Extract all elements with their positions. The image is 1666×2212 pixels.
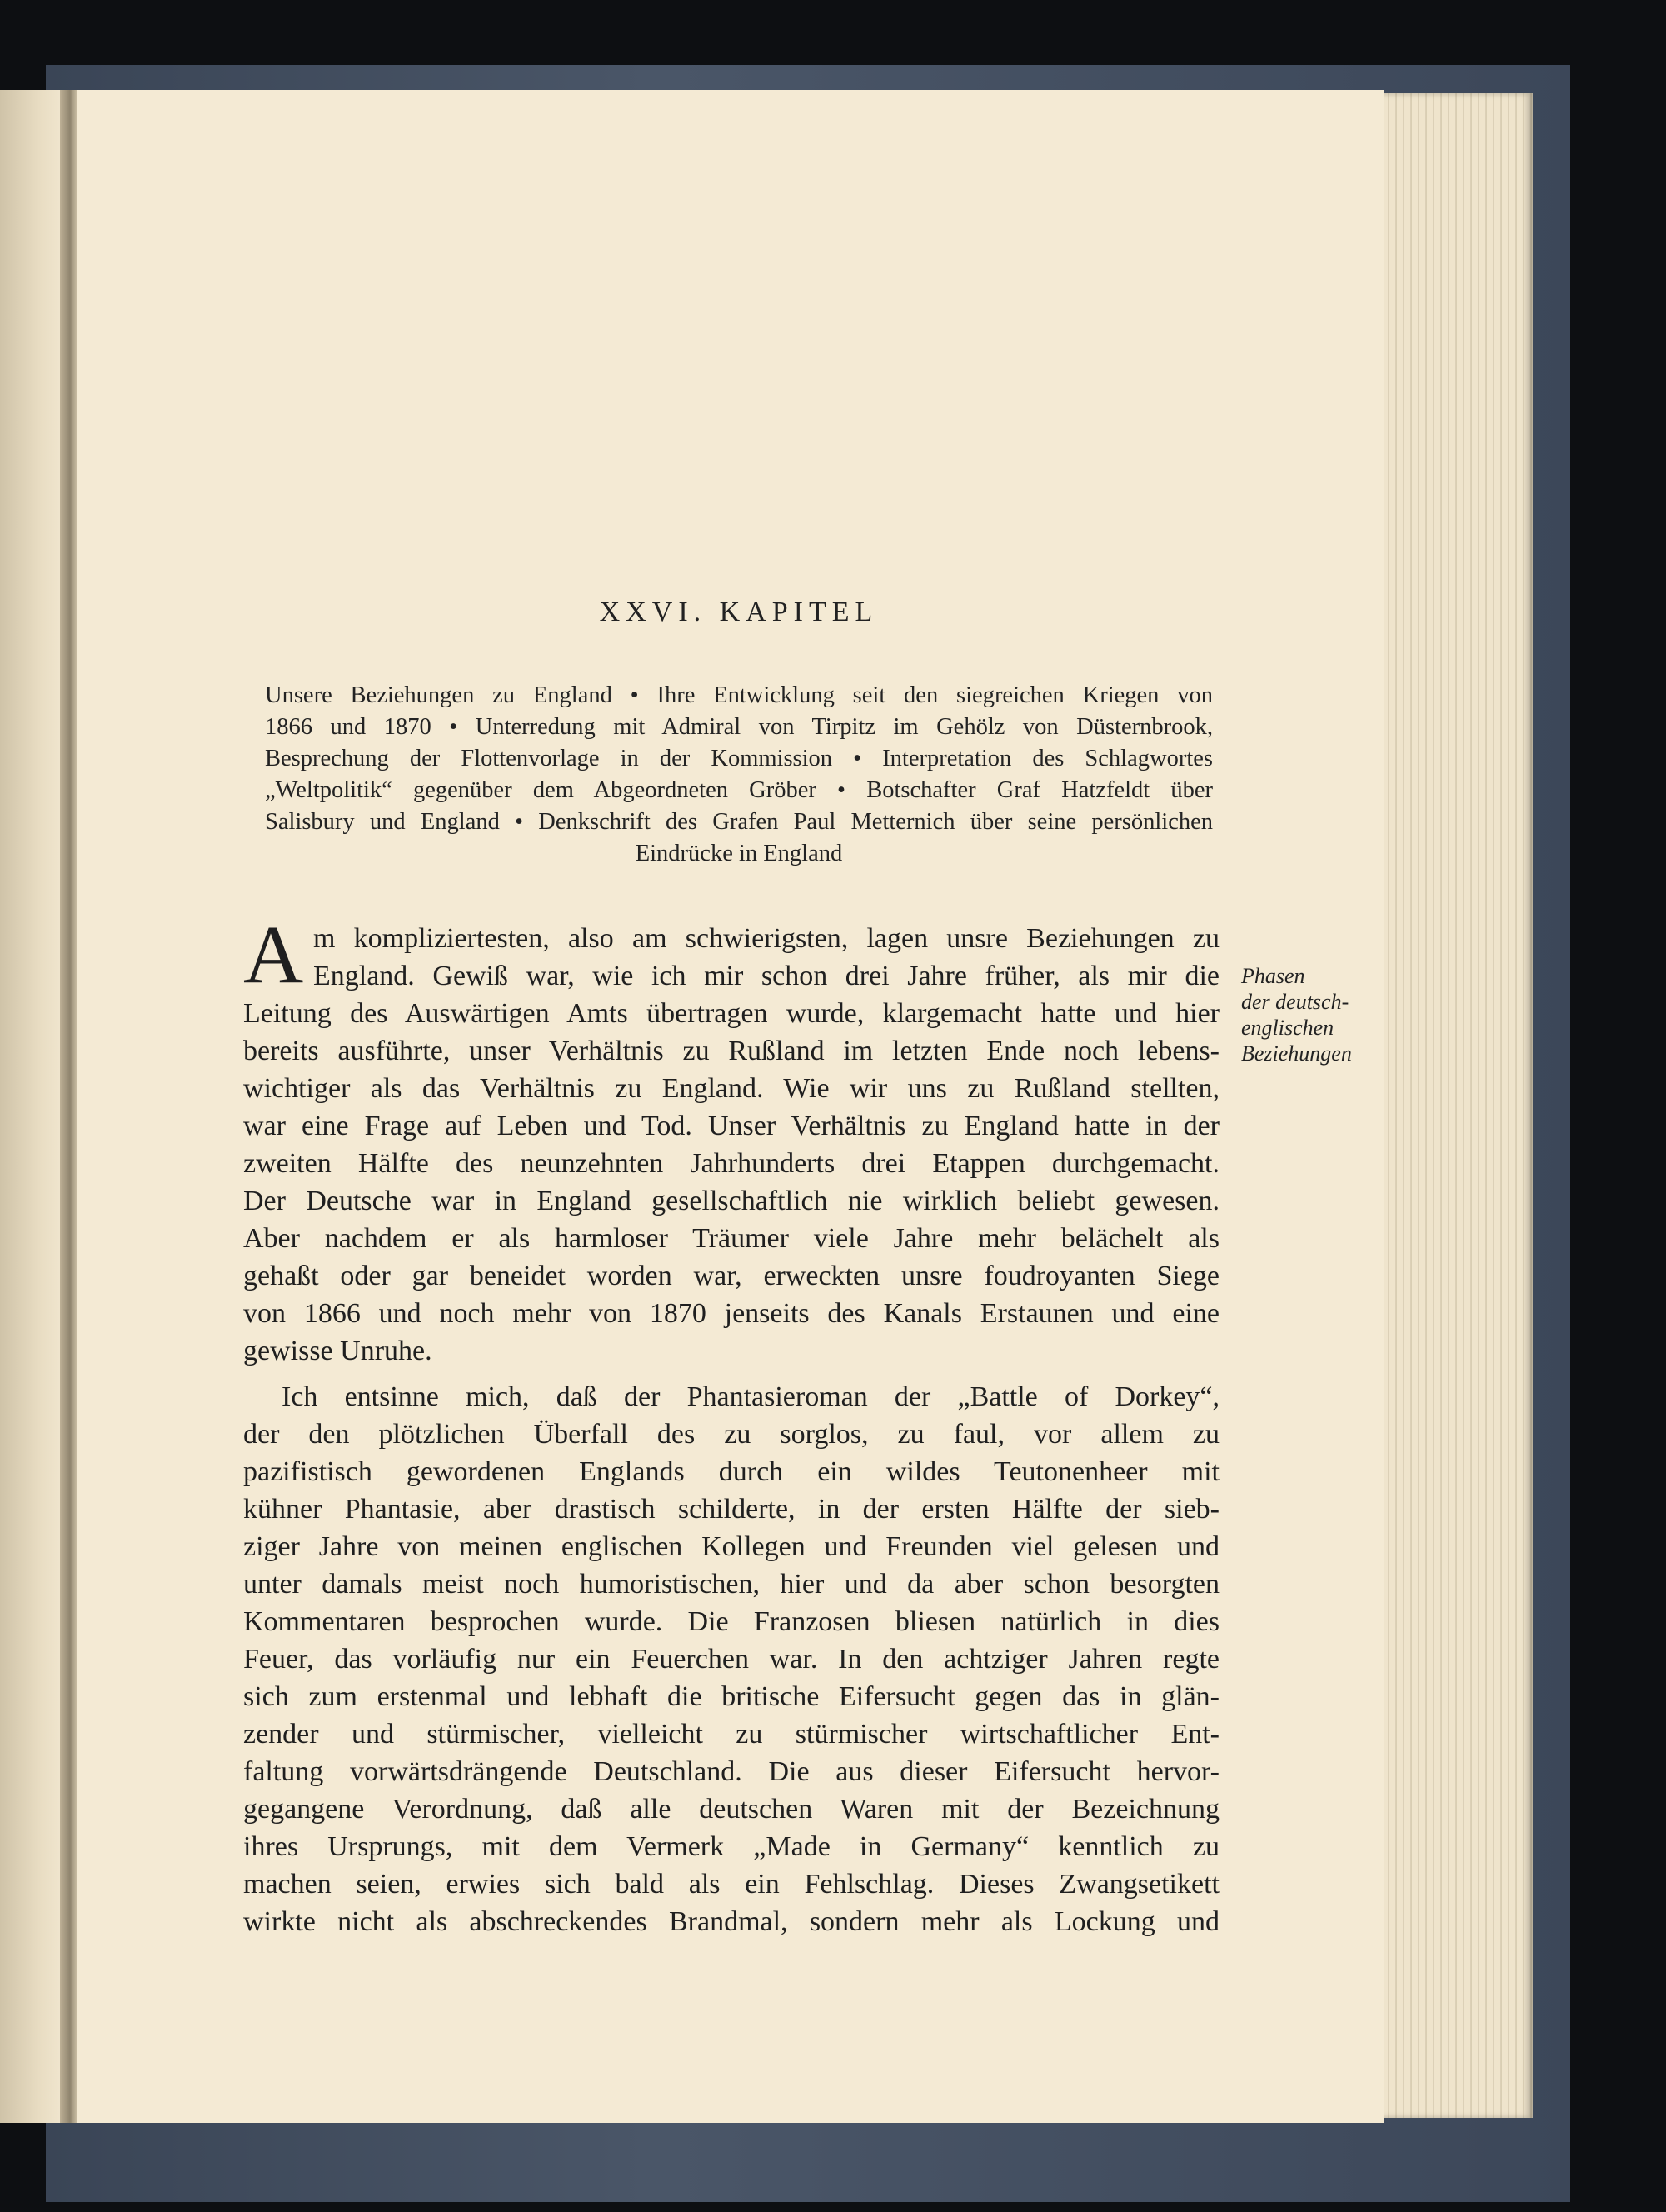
summary-line: Eindrücke in England xyxy=(635,841,843,866)
drop-cap: A xyxy=(243,908,304,1001)
facing-page-edge xyxy=(0,90,65,2123)
text-line: gegangene Verordnung, daß alle deutschen Waren mit der Bezeichnung xyxy=(243,1794,1220,1825)
text-line: der den plötzlichen Überfall des zu sorglos, zu faul, vor allem zu xyxy=(243,1419,1220,1450)
summary-line: Salisbury und England • Denkschrift des Grafen Paul Metternich über seine persönlichen xyxy=(265,809,1213,835)
text-line: unter damals meist noch humoristischen, hier und da aber schon besorgten xyxy=(243,1569,1220,1600)
text-line: zender und stürmischer, vielleicht zu stürmischer wirtschaftlicher Ent- xyxy=(243,1719,1220,1750)
marginal-line: Beziehungen xyxy=(1241,1041,1352,1066)
marginal-line: der deutsch- xyxy=(1241,990,1349,1014)
chapter-heading: XXVI. KAPITEL xyxy=(599,597,879,627)
text-line: war eine Frage auf Leben und Tod. Unser Verhältnis zu England hatte in der xyxy=(243,1111,1220,1141)
text-line: Ich entsinne mich, daß der Phantasieroman der „Battle of Dorkey“, xyxy=(282,1381,1220,1412)
text-line: Kommentaren besprochen wurde. Die Franzosen bliesen natürlich in dies xyxy=(243,1606,1220,1637)
text-line: pazifistisch gewordenen Englands durch ein wildes Teutonenheer mit xyxy=(243,1456,1220,1487)
text-line: wirkte nicht als abschreckendes Brandmal, sondern mehr als Lockung und xyxy=(243,1906,1220,1937)
text-line: zweiten Hälfte des neunzehnten Jahrhunderts drei Etappen durchgemacht. xyxy=(243,1148,1220,1179)
summary-line: Besprechung der Flottenvorlage in der Kommission • Interpretation des Schlagwortes xyxy=(265,746,1213,771)
page-stack-edges xyxy=(1374,93,1533,2118)
text-line: ziger Jahre von meinen englischen Kollegen und Freunden viel gelesen und xyxy=(243,1531,1220,1562)
text-line: Der Deutsche war in England gesellschaftlich nie wirklich beliebt gewesen. xyxy=(243,1186,1220,1216)
text-line: England. Gewiß war, wie ich mir schon drei Jahre früher, als mir die xyxy=(313,961,1220,991)
text-line: Feuer, das vorläufig nur ein Feuerchen war. In den achtziger Jahren regte xyxy=(243,1644,1220,1675)
paragraph-1 xyxy=(243,908,1220,1370)
text-line: gewisse Unruhe. xyxy=(243,1336,432,1366)
text-line: bereits ausführte, unser Verhältnis zu Rußland im letzten Ende noch lebens- xyxy=(243,1036,1220,1066)
text-line: machen seien, erwies sich bald als ein Fehlschlag. Dieses Zwangsetikett xyxy=(243,1869,1220,1900)
text-line: von 1866 und noch mehr von 1870 jenseits des Kanals Erstaunen und eine xyxy=(243,1298,1220,1329)
text-line: faltung vorwärtsdrängende Deutschland. Die aus dieser Eifersucht hervor- xyxy=(243,1756,1220,1787)
marginal-line: Phasen xyxy=(1241,964,1305,988)
text-line: kühner Phantasie, aber drastisch schilderte, in der ersten Hälfte der sieb- xyxy=(243,1494,1220,1525)
text-line: ihres Ursprungs, mit dem Vermerk „Made in Germany“ kenntlich zu xyxy=(243,1831,1220,1862)
book-page xyxy=(77,90,1384,2123)
summary-line: „Weltpolitik“ gegenüber dem Abgeordneten Gröber • Botschafter Graf Hatzfeldt über xyxy=(265,777,1213,803)
text-line: Leitung des Auswärtigen Amts übertragen wurde, klargemacht hatte und hier xyxy=(243,998,1220,1029)
text-line: gehaßt oder gar beneidet worden war, erweckten unsre foudroyanten Siege xyxy=(243,1261,1220,1291)
text-line: m kompliziertesten, also am schwierigsten, lagen unsre Beziehungen zu xyxy=(313,923,1220,954)
text-line: sich zum erstenmal und lebhaft die britische Eifersucht gegen das in glän- xyxy=(243,1681,1220,1712)
summary-line: Unsere Beziehungen zu England • Ihre Entwicklung seit den siegreichen Kriegen von xyxy=(265,682,1213,708)
marginal-note xyxy=(1241,963,1399,1066)
chapter-summary xyxy=(265,680,1213,870)
body-text xyxy=(243,908,1220,1940)
summary-line: 1866 und 1870 • Unterredung mit Admiral von Tirpitz im Gehölz von Düsternbrook, xyxy=(265,714,1213,740)
book-gutter xyxy=(60,90,78,2123)
text-line: Aber nachdem er als harmloser Träumer viele Jahre mehr belächelt als xyxy=(243,1223,1220,1254)
text-line: wichtiger als das Verhältnis zu England. Wie wir uns zu Rußland stellten, xyxy=(243,1073,1220,1104)
paragraph-2 xyxy=(243,1378,1220,1940)
marginal-line: englischen xyxy=(1241,1016,1334,1040)
